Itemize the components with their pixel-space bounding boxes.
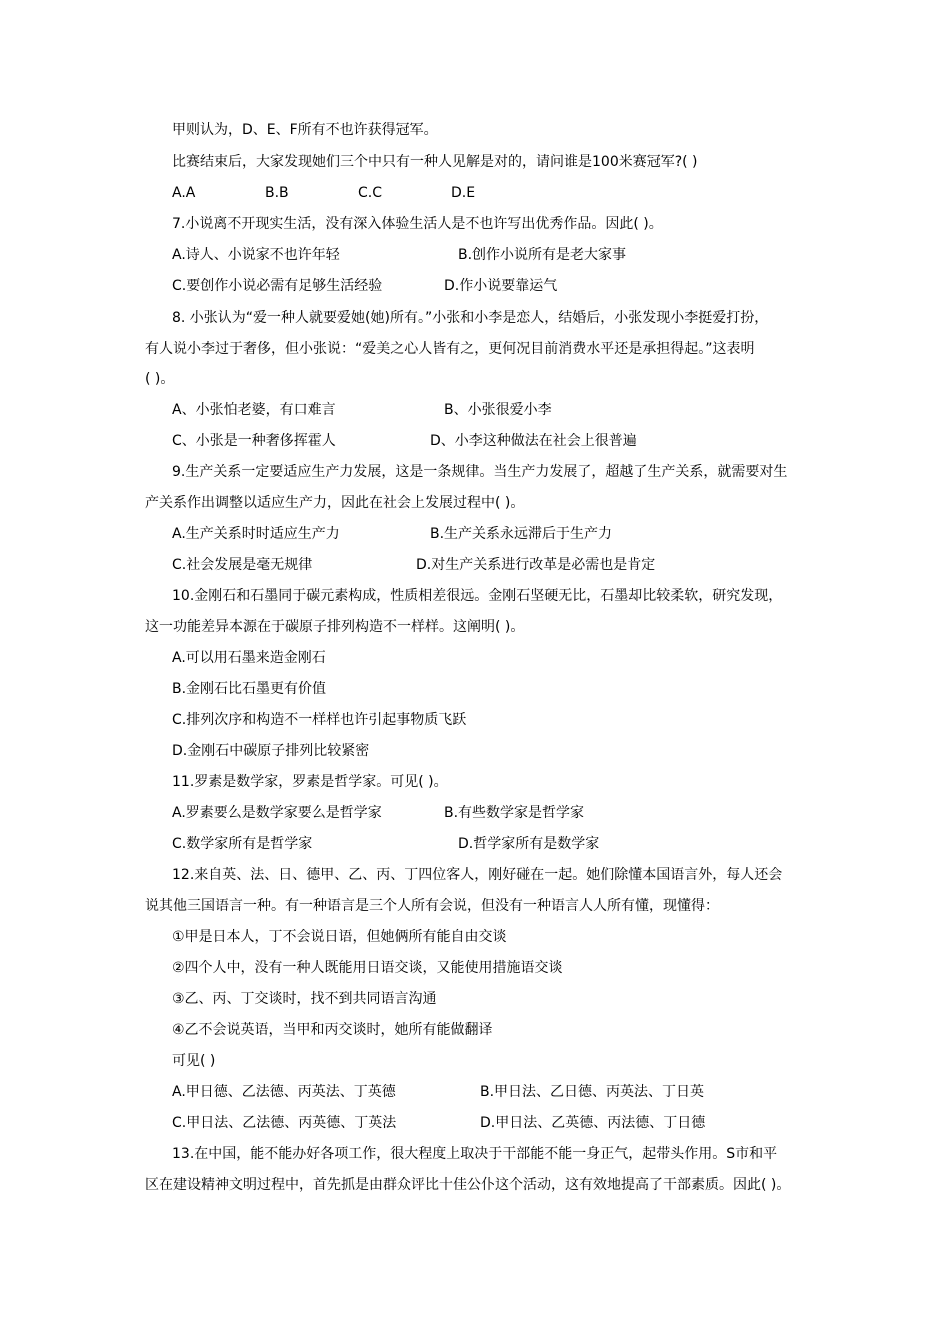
q9-option-c: C.社会发展是毫无规律	[172, 557, 313, 573]
q8-option-d: D、小李这种做法在社会上很普遍	[430, 433, 637, 449]
q12-option-c: C.甲日法、乙法德、丙英德、丁英法	[172, 1115, 397, 1131]
q10-option-c: C.排列次序和构造不一样样也许引起事物质飞跃	[172, 712, 467, 728]
q9-option-a: A.生产关系时时适应生产力	[172, 526, 340, 542]
q9-option-b: B.生产关系永远滞后于生产力	[430, 526, 613, 542]
q6-option-b: B.B	[265, 185, 289, 201]
q10-option-b: B.金刚石比石墨更有价值	[172, 681, 327, 697]
q8-option-a: A、小张怕老婆，有口难言	[172, 402, 336, 418]
question-13-line-2: 区在建设精神文明过程中，首先抓是由群众评比十佳公仆这个活动，这有效地提高了干部素质。因此( )。	[145, 1177, 791, 1193]
q9-option-d: D.对生产关系进行改革是必需也是肯定	[416, 557, 656, 573]
q6-option-a: A.A	[172, 185, 196, 201]
q12-condition-2: ②四个人中，没有一种人既能用日语交谈，又能使用措施语交谈	[172, 960, 563, 976]
question-7: 7.小说离不开现实生活，没有深入体验生活人是不也许写出优秀作品。因此( )。	[172, 216, 663, 232]
q7-option-b: B.创作小说所有是老大家事	[458, 247, 627, 263]
question-12-line-2: 说其他三国语言一种。有一种语言是三个人所有会说，但没有一种语言人人所有懂，现懂得：	[145, 898, 719, 914]
question-6-line: 比赛结束后，大家发现她们三个中只有一种人见解是对的，请问谁是100米赛冠军?( )	[172, 154, 698, 170]
q12-condition-4: ④乙不会说英语，当甲和丙交谈时，她所有能做翻译	[172, 1022, 493, 1038]
question-8-line-2: 有人说小李过于奢侈，但小张说：“爱美之心人皆有之，更何况目前消费水平还是承担得起。”这表明	[145, 341, 755, 357]
question-10-line-1: 10.金刚石和石墨同于碳元素构成，性质相差很远。金刚石坚硬无比，石墨却比较柔软，研究发现，	[172, 588, 783, 604]
q7-option-c: C.要创作小说必需有足够生活经验	[172, 278, 383, 294]
q12-option-a: A.甲日德、乙法德、丙英法、丁英德	[172, 1084, 396, 1100]
question-13-line-1: 13.在中国，能不能办好各项工作，很大程度上取决于干部能不能一身正气，起带头作用。S市和平	[172, 1146, 778, 1162]
q10-option-d: D.金刚石中碳原子排列比较紧密	[172, 743, 370, 759]
question-12-line-1: 12.来自英、法、日、德甲、乙、丙、丁四位客人，刚好碰在一起。她们除懂本国语言外，每人还会	[172, 867, 783, 883]
q12-condition-1: ①甲是日本人，丁不会说日语，但她俩所有能自由交谈	[172, 929, 507, 945]
q10-option-a: A.可以用石墨来造金刚石	[172, 650, 326, 666]
q7-option-d: D.作小说要靠运气	[444, 278, 558, 294]
question-9-line-2: 产关系作出调整以适应生产力，因此在社会上发展过程中( )。	[145, 495, 525, 511]
question-8-line-1: 8. 小张认为“爱一种人就要爱她(她)所有。”小张和小李是恋人，结婚后，小张发现小李挺爱打扮，	[172, 310, 769, 326]
q6-option-c: C.C	[358, 185, 383, 201]
q12-condition-3: ③乙、丙、丁交谈时，找不到共同语言沟通	[172, 991, 437, 1007]
question-12-line-3: 可见( )	[172, 1053, 216, 1069]
question-8-line-3: ( )。	[145, 371, 175, 387]
q12-option-d: D.甲日法、乙英德、丙法德、丁日德	[480, 1115, 706, 1131]
q11-option-a: A.罗素要么是数学家要么是哲学家	[172, 805, 382, 821]
question-11: 11.罗素是数学家，罗素是哲学家。可见( )。	[172, 774, 448, 790]
text-line: 甲则认为，D、E、F所有不也许获得冠军。	[172, 122, 438, 138]
q12-option-b: B.甲日法、乙日德、丙英法、丁日英	[480, 1084, 705, 1100]
question-10-line-2: 这一功能差异本源在于碳原子排列构造不一样样。这阐明( )。	[145, 619, 525, 635]
q11-option-b: B.有些数学家是哲学家	[444, 805, 585, 821]
question-9-line-1: 9.生产关系一定要适应生产力发展，这是一条规律。当生产力发展了，超越了生产关系，就需要对生	[172, 464, 788, 480]
q7-option-a: A.诗人、小说家不也许年轻	[172, 247, 340, 263]
q8-option-b: B、小张很爱小李	[444, 402, 552, 418]
q11-option-c: C.数学家所有是哲学家	[172, 836, 313, 852]
q6-option-d: D.E	[451, 185, 476, 201]
q11-option-d: D.哲学家所有是数学家	[458, 836, 600, 852]
q8-option-c: C、小张是一种奢侈挥霍人	[172, 433, 336, 449]
